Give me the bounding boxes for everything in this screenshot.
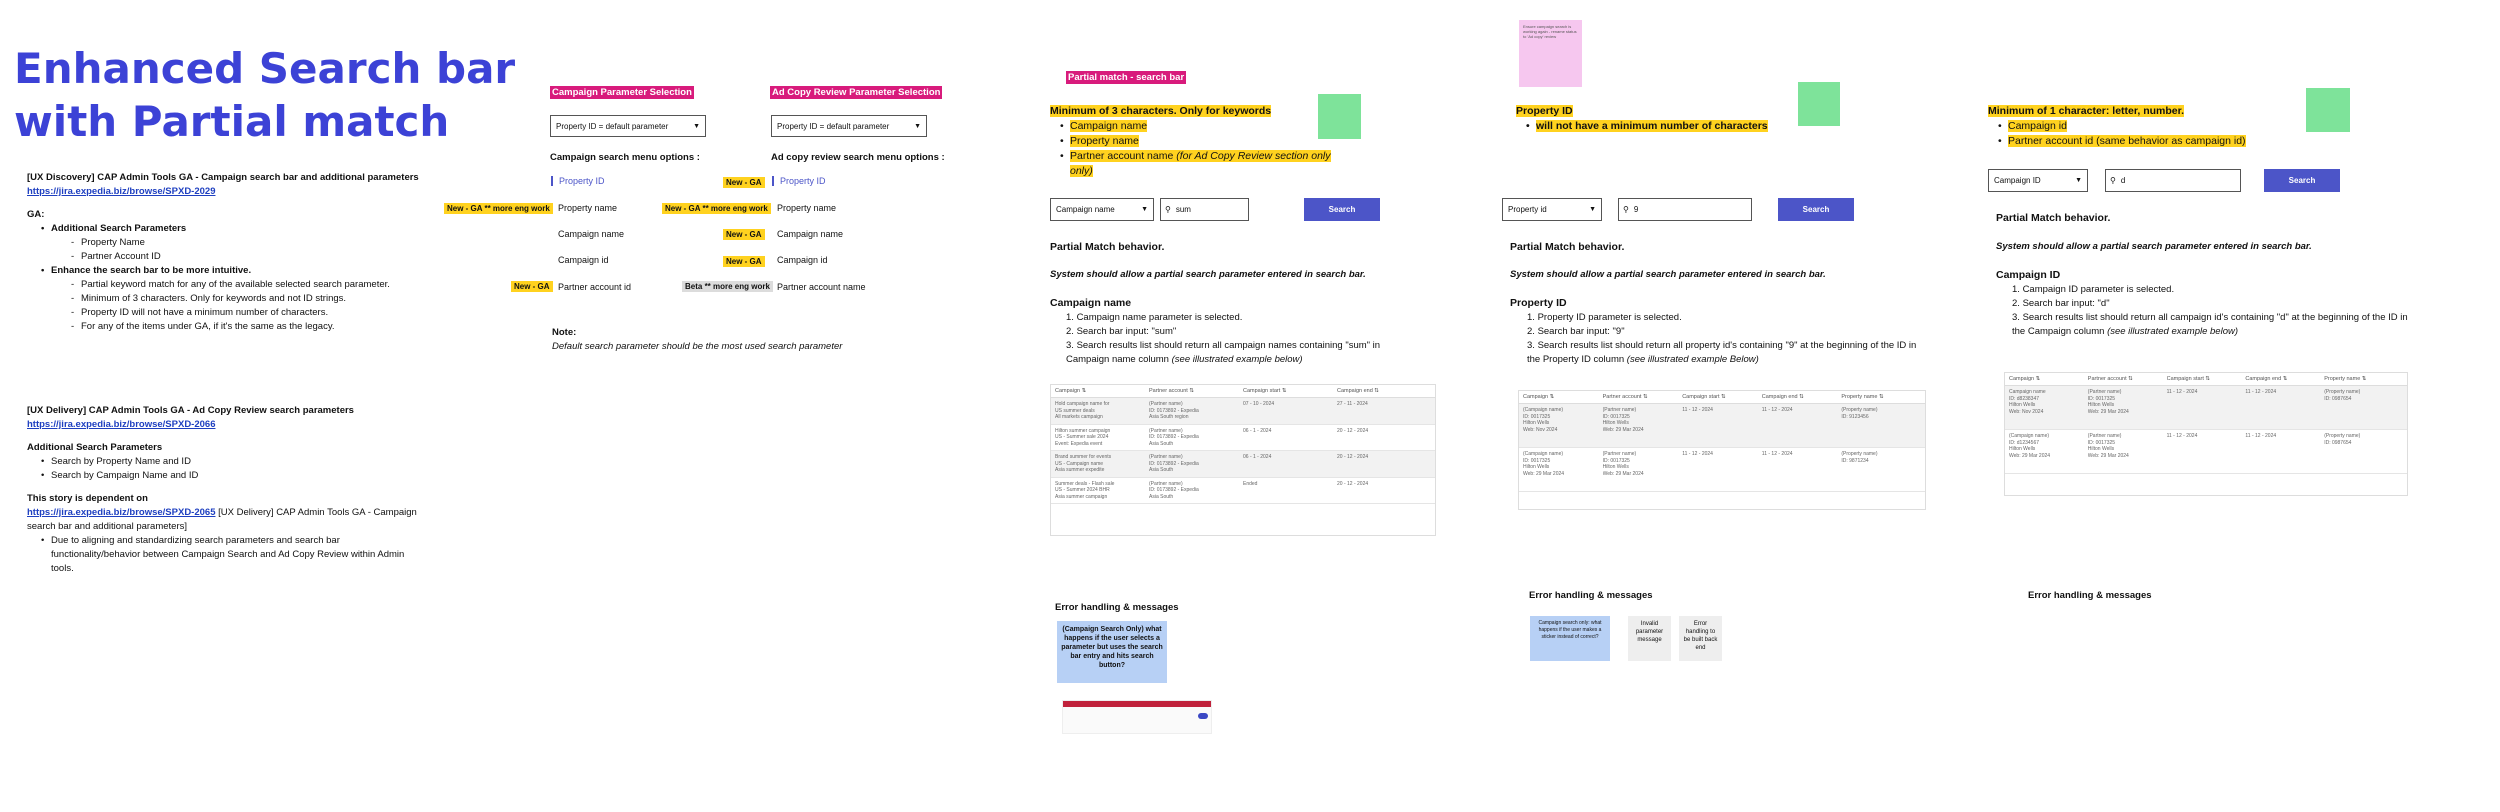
new-ga-tag: New - GA — [723, 177, 765, 188]
sticky-note: Campaign search only: what happens if the user makes a sticker instead of correct? — [1530, 616, 1610, 661]
new-ga-tag: New - GA ** more eng work — [662, 203, 771, 214]
select-value: Campaign name — [1056, 205, 1115, 214]
sticky-note: Error handling to be built back end — [1679, 616, 1722, 661]
adcopy-param-title: Ad Copy Review Parameter Selection — [772, 87, 941, 98]
story2-notes — [27, 404, 427, 576]
table-row[interactable] — [1051, 451, 1435, 478]
search-icon: ⚲ — [1165, 205, 1171, 214]
sub-title: Property ID — [1510, 297, 1567, 309]
cell: 20 - 12 - 2024 — [1337, 454, 1369, 460]
cell: 11 - 12 - 2024 — [2245, 389, 2277, 395]
column-header[interactable]: Partner account ⇅ — [1602, 394, 1648, 400]
cell: Hilton summer campaign US - Summer sale 2024 Event: Expedia event — [1055, 427, 1111, 447]
step-note: (see illustrated example below) — [1171, 354, 1303, 365]
error-title: Error handling & messages — [2028, 590, 2152, 601]
campaign-param-select[interactable] — [550, 115, 706, 137]
step: Search results list should return all campaign names containing "sum" in Campaign name column — [1066, 340, 1381, 365]
req-header: Minimum of 1 character: letter, number. — [1988, 105, 2185, 117]
search-param-select[interactable] — [1988, 169, 2088, 192]
chevron-down-icon: ▼ — [914, 122, 921, 130]
req-item: Partner account id (same behavior as campaign id) — [2008, 135, 2246, 147]
req-item: Partner account name — [1070, 150, 1174, 162]
table-header — [1051, 385, 1435, 398]
req-item: Campaign name — [1070, 120, 1148, 132]
results-table — [2004, 372, 2408, 496]
note-label: Note: — [552, 327, 577, 338]
cell: 27 - 11 - 2024 — [1337, 401, 1368, 407]
column-header[interactable]: Campaign start ⇅ — [2166, 376, 2211, 382]
story-notes — [27, 171, 467, 334]
search-input[interactable] — [1618, 198, 1752, 221]
step: Search results list should return all property id's containing "9" at the beginning of the ID in the Property ID column — [1527, 340, 1917, 365]
partial-match-header: Partial match - search bar — [1068, 72, 1185, 83]
adcopy-option-partner-account-name[interactable]: Partner account name — [777, 282, 866, 292]
cell: 06 - 1 - 2024 — [1243, 454, 1272, 460]
cell: (Property name) ID: 9871234 — [1841, 451, 1878, 464]
sticky-note: (Campaign Search Only) what happens if the user selects a parameter but uses the search bar entry and hits search button? — [1057, 621, 1167, 683]
step-note: (see illustrated example below) — [2107, 326, 2239, 337]
step: Property ID parameter is selected. — [1537, 312, 1682, 323]
req-header: Property ID — [1516, 105, 1573, 117]
steps-list: 1. Campaign name parameter is selected. 2. Search bar input: "sum" 3. Search results list should return all campaign names containing "sum" in Campaign name column (see illustrated example below) — [1066, 312, 1381, 365]
column-header[interactable]: Campaign start ⇅ — [1682, 394, 1726, 400]
col1-requirements — [1050, 104, 1350, 179]
search-param-select[interactable] — [1050, 198, 1154, 221]
cell: 11 - 12 - 2024 — [2166, 433, 2198, 439]
adcopy-option-campaign-name[interactable]: Campaign name — [777, 229, 844, 239]
dependent-rest: [UX Delivery] CAP Admin Tools GA - Campaign search bar and additional parameters] — [27, 507, 417, 532]
cell: (Partner name) ID: 0017325 Hilton Wells Web: 29 Mar 2024 — [1602, 407, 1644, 433]
column-header[interactable]: Partner account ⇅ — [1149, 388, 1194, 394]
cell: 20 - 12 - 2024 — [1337, 480, 1369, 487]
additional-params-heading: • Additional Search Parameters — [51, 222, 467, 236]
campaign-menu-label: Campaign search menu options : — [550, 152, 700, 163]
select-value: Property ID = default parameter — [777, 121, 890, 131]
campaign-option-property-id[interactable]: Property ID — [551, 176, 605, 186]
cell: (Partner name) ID: 0173892 - Expedia Asia South — [1149, 427, 1199, 447]
search-item: • Search by Campaign Name and ID — [51, 469, 427, 483]
search-icon: ⚲ — [2110, 176, 2116, 185]
req-item: will not have a minimum number of characters — [1536, 120, 1768, 132]
search-input[interactable] — [2105, 169, 2241, 192]
story1-link[interactable]: https://jira.expedia.biz/browse/SPXD-2029 — [27, 186, 216, 197]
column-header[interactable]: Property name ⇅ — [2324, 376, 2367, 382]
sticky-note — [1318, 94, 1361, 139]
enhance-item: - Property ID will not have a minimum number of characters. — [81, 306, 467, 320]
cell: Summer deals - Flash sale US - Summer 2024 BHR Asia summer campaign — [1055, 480, 1115, 500]
cell: (Partner name) ID: 0017325 Hilton Wells Web: 29 Mar 2024 — [2087, 433, 2129, 459]
enhance-item: - Partial keyword match for any of the available selected search parameter. — [81, 278, 467, 292]
story2-link[interactable]: https://jira.expedia.biz/browse/SPXD-2066 — [27, 419, 216, 430]
campaign-option-property-name[interactable]: Property name — [558, 203, 618, 213]
cell: 11 - 12 - 2024 — [1761, 451, 1793, 457]
min-label: Minimum of 3 characters. Only for keywords — [1050, 105, 1272, 117]
sticky-note-pink: Ensure campaign search is working again - rename status to 'Ad copy' review — [1519, 20, 1582, 87]
step: Search bar input: "sum" — [1076, 326, 1177, 337]
system-text: System should allow a partial search parameter entered in search bar. — [1996, 241, 2312, 252]
error-banner-thumbnail — [1062, 700, 1212, 734]
cell: (Partner name) ID: 0017325 Hilton Wells Web: 29 Mar 2024 — [2087, 389, 2129, 415]
cell: 07 - 10 - 2024 — [1243, 401, 1275, 407]
steps-list: 1. Property ID parameter is selected. 2. Search bar input: "9" 3. Search results list should return all property id's containing "9" at the beginning of the ID in the Property ID column (see illustrated example Below) — [1527, 312, 1917, 365]
system-text: System should allow a partial search parameter entered in search bar. — [1510, 269, 1826, 280]
cell: 11 - 12 - 2024 — [1761, 407, 1793, 413]
cell: Hold campaign name for US summer deals All markets campaign — [1055, 401, 1110, 420]
sticky-note: Invalid parameter message — [1628, 616, 1671, 661]
chevron-down-icon: ▼ — [2075, 177, 2082, 184]
search-item: • Search by Property Name and ID — [51, 455, 427, 469]
select-value: Property ID = default parameter — [556, 121, 669, 131]
table-row[interactable] — [1051, 478, 1435, 505]
dependent-label: This story is dependent on — [27, 493, 148, 504]
cell: Ended — [1243, 480, 1258, 487]
error-title: Error handling & messages — [1055, 602, 1179, 613]
error-title: Error handling & messages — [1529, 590, 1653, 601]
step: Search bar input: "9" — [1537, 326, 1625, 337]
ga-label: GA: — [27, 209, 45, 220]
param-partner-account-id: - Partner Account ID — [81, 250, 467, 264]
campaign-option-campaign-id[interactable]: Campaign id — [558, 255, 609, 265]
search-icon: ⚲ — [1623, 205, 1629, 214]
beta-tag: Beta ** more eng work — [682, 281, 773, 292]
steps-list: 1. Campaign ID parameter is selected. 2. Search bar input: "d" 3. Search results list should return all campaign id's containing "d" at the beginning of the ID in the Campaign column (see illustrated example below) — [2012, 284, 2408, 337]
cell: (Partner name) ID: 0173892 - Expedia Asia South — [1149, 454, 1199, 473]
cell: Campaign name ID: d8238347 Hilton Wells Web: Nov 2024 — [2009, 389, 2046, 415]
campaign-option-partner-account-id[interactable]: Partner account id — [558, 282, 632, 292]
badge-icon — [1198, 713, 1208, 719]
behavior-title: Partial Match behavior. — [1996, 212, 2111, 224]
cell: (Partner name) ID: 0017325 Hilton Wells Web: 29 Mar 2024 — [1602, 451, 1644, 477]
table-header — [2005, 373, 2407, 386]
column-header[interactable]: Campaign ⇅ — [1523, 394, 1555, 400]
campaign-option-campaign-name[interactable]: Campaign name — [558, 229, 625, 239]
dependent-note: • Due to aligning and standardizing search parameters and search bar functionality/behavior between Campaign Search and Ad Copy Review within Admin tools. — [51, 534, 427, 576]
sticky-note — [2306, 88, 2350, 132]
page-title: Enhanced Search bar with Partial match — [14, 44, 516, 146]
campaign-param-title: Campaign Parameter Selection — [552, 87, 692, 98]
step-note: (see illustrated example Below) — [1626, 354, 1759, 365]
input-value: 9 — [1633, 205, 1639, 214]
chevron-down-icon: ▼ — [1141, 206, 1148, 213]
new-ga-tag: New - GA — [511, 281, 553, 292]
cell: (Partner name) ID: 0173892 - Expedia Asia South — [1149, 480, 1199, 500]
cell: (Property name) ID: 0987654 — [2324, 389, 2361, 402]
column-header[interactable]: Partner account ⇅ — [2087, 376, 2133, 382]
adcopy-option-property-name[interactable]: Property name — [777, 203, 837, 213]
adcopy-param-select[interactable] — [771, 115, 927, 137]
table-row[interactable] — [1051, 398, 1435, 425]
column-header[interactable]: Campaign start ⇅ — [1243, 388, 1287, 394]
cell: (Property name) ID: 9123456 — [1841, 407, 1878, 420]
story1-title: [UX Discovery] CAP Admin Tools GA - Campaign search bar and additional parameters — [27, 172, 419, 183]
enhance-item: - Minimum of 3 characters. Only for keywords and not ID strings. — [81, 292, 467, 306]
results-table — [1518, 390, 1926, 510]
enhance-item: - For any of the items under GA, if it's the same as the legacy. — [81, 320, 467, 334]
cell: 11 - 12 - 2024 — [2166, 389, 2198, 395]
table-row[interactable] — [2005, 386, 2407, 430]
sticky-note — [1798, 82, 1840, 126]
cell: (Partner name) ID: 0173892 - Expedia Asia South region — [1149, 401, 1199, 420]
col2-requirements — [1516, 104, 1836, 134]
cell: (Campaign name) ID: d1234567 Hilton Wells Web: 29 Mar 2024 — [2009, 433, 2051, 459]
chevron-down-icon: ▼ — [693, 122, 700, 130]
cell: 11 - 12 - 2024 — [1682, 407, 1713, 413]
search-button[interactable]: Search — [1778, 198, 1854, 221]
chevron-down-icon: ▼ — [1589, 206, 1596, 213]
new-ga-tag: New - GA — [723, 229, 765, 240]
cell: 11 - 12 - 2024 — [1682, 451, 1713, 457]
step: Campaign ID parameter is selected. — [2022, 284, 2175, 295]
search-input[interactable] — [1160, 198, 1249, 221]
additional-params-heading-2: Additional Search Parameters — [27, 442, 163, 453]
req-item-suffix: (for Ad Copy Review section only only) — [1070, 150, 1331, 177]
cell: 20 - 12 - 2024 — [1337, 427, 1369, 434]
cell: Brand summer for events US - Campaign name Asia summer expedite — [1055, 454, 1112, 473]
step: Search results list should return all campaign id's containing "d" at the beginning of the ID in the Campaign column — [2012, 312, 2408, 337]
table-header — [1519, 391, 1925, 404]
req-item: Campaign id — [2008, 120, 2067, 132]
sub-title: Campaign ID — [1996, 269, 2061, 281]
select-value: Property id — [1508, 205, 1547, 214]
behavior-title: Partial Match behavior. — [1510, 241, 1625, 253]
param-property-name: - Property Name — [81, 236, 467, 250]
column-header[interactable]: Campaign end ⇅ — [1337, 388, 1379, 394]
new-ga-tag: New - GA — [723, 256, 765, 267]
new-ga-tag: New - GA ** more eng work — [444, 203, 553, 214]
search-param-select[interactable] — [1502, 198, 1602, 221]
adcopy-option-property-id[interactable]: Property ID — [772, 176, 826, 186]
input-value: sum — [1175, 205, 1191, 214]
column-header[interactable]: Property name ⇅ — [1841, 394, 1884, 400]
column-header[interactable]: Campaign end ⇅ — [1761, 394, 1804, 400]
error-banner-bar — [1063, 701, 1211, 707]
select-value: Campaign ID — [1994, 176, 2041, 185]
enhance-heading: • Enhance the search bar to be more intuitive. — [51, 264, 467, 278]
table-row[interactable] — [2005, 430, 2407, 474]
column-header[interactable]: Campaign ⇅ — [1055, 388, 1087, 394]
cell: 06 - 1 - 2024 — [1243, 427, 1272, 434]
adcopy-menu-label: Ad copy review search menu options : — [771, 152, 945, 163]
results-table — [1050, 384, 1436, 536]
table-row[interactable] — [1051, 425, 1435, 452]
dependent-link[interactable]: https://jira.expedia.biz/browse/SPXD-2065 — [27, 507, 216, 518]
table-row[interactable] — [1519, 404, 1925, 448]
system-text: System should allow a partial search parameter entered in search bar. — [1050, 269, 1366, 280]
column-header[interactable]: Campaign ⇅ — [2009, 376, 2041, 382]
cell: 11 - 12 - 2024 — [2245, 433, 2277, 439]
cell: (Campaign name) ID: 0017325 Hilton Wells Web: 29 Mar 2024 — [1523, 451, 1565, 477]
req-item: Property name — [1070, 135, 1139, 147]
search-button[interactable]: Search — [2264, 169, 2340, 192]
cell: (Campaign name) ID: 0017325 Hilton Wells Web: Nov 2024 — [1523, 407, 1564, 433]
cell: (Property name) ID: 0987654 — [2324, 433, 2361, 446]
input-value: d — [2120, 176, 2126, 185]
behavior-title: Partial Match behavior. — [1050, 241, 1165, 253]
search-button[interactable]: Search — [1304, 198, 1380, 221]
sub-title: Campaign name — [1050, 297, 1132, 309]
step: Campaign name parameter is selected. — [1076, 312, 1243, 323]
step: Search bar input: "d" — [2022, 298, 2110, 309]
note-text: Default search parameter should be the most used search parameter — [552, 341, 843, 352]
adcopy-option-campaign-id[interactable]: Campaign id — [777, 255, 828, 265]
table-row[interactable] — [1519, 448, 1925, 492]
story2-title: [UX Delivery] CAP Admin Tools GA - Ad Copy Review search parameters — [27, 405, 354, 416]
column-header[interactable]: Campaign end ⇅ — [2245, 376, 2288, 382]
